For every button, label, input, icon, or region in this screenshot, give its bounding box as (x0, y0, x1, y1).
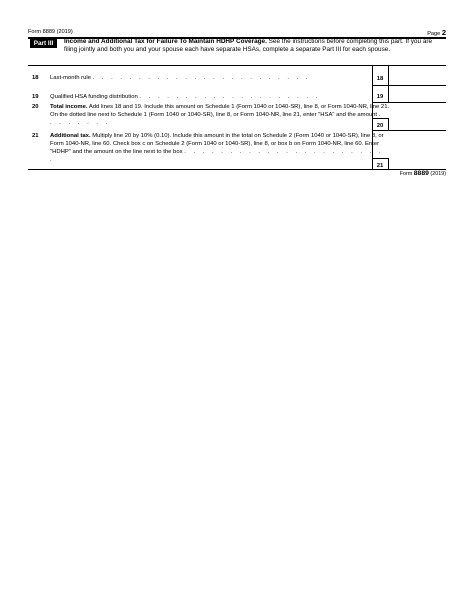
line-description: Last-month rule . . . . . . . . . . . . . . . . . . . . . . . . (50, 75, 311, 81)
line-number: 21 (32, 133, 39, 139)
page-number: 2 (441, 28, 446, 37)
line-19-rule (372, 102, 446, 103)
line-number: 18 (32, 75, 39, 81)
line-description: Total income. Add lines 18 and 19. Include this amount on Schedule 1 (Form 1040 or 1040-SR), line 8, or Form 1040-NR, line 21. On the dotted line next to Schedule 1 (Form 1040 or 1040-SR), line 8, or Form 1040-NR, line 21, enter "HSA" and the amount . . . . . . . . (50, 104, 390, 126)
page-number-label: Page 2 (427, 28, 446, 37)
line-18-box-label: 18 (372, 65, 389, 85)
line-description: Qualified HSA funding distribution . . . . . . . . . . . . . . . . . . . . (50, 94, 321, 100)
form-identifier: Form 8889 (2019) (28, 29, 73, 35)
part-header (28, 38, 446, 64)
line-number: 19 (32, 94, 39, 100)
part-title: Income and Additional Tax for Failure To Maintain HDHP Coverage. See the instructions before completing this part. If you are filing jointly and both you and your spouse each have separate HSAs, complete a separate Part III for each spouse. (64, 38, 433, 53)
line-20-rule (372, 130, 446, 131)
page-footer: Form 8889 (2019) (399, 170, 446, 177)
line-19-box-label: 19 (372, 85, 389, 102)
part-badge: Part III (30, 39, 57, 48)
line-21-box-label: 21 (372, 158, 389, 170)
bottom-rule (28, 169, 446, 171)
line-number: 20 (32, 104, 39, 110)
line-20-box-label: 20 (372, 118, 389, 131)
footer-form-number: 8889 (413, 170, 429, 177)
line-description: Additional tax. Multiply line 20 by 10% (0.10). Include this amount in the total on Schedule 2 (Form 1040 or 1040-SR), line 8, or Form 1040-NR, line 60. Check box c on Schedule 2 (Form 1040 or 1040-SR), line 8, or box b on Form 1040-NR, line 60. Enter "HDHP" and the amount on the line next to the box . . . . . . . . . . . . . . . . . . . . . . . (50, 133, 384, 163)
